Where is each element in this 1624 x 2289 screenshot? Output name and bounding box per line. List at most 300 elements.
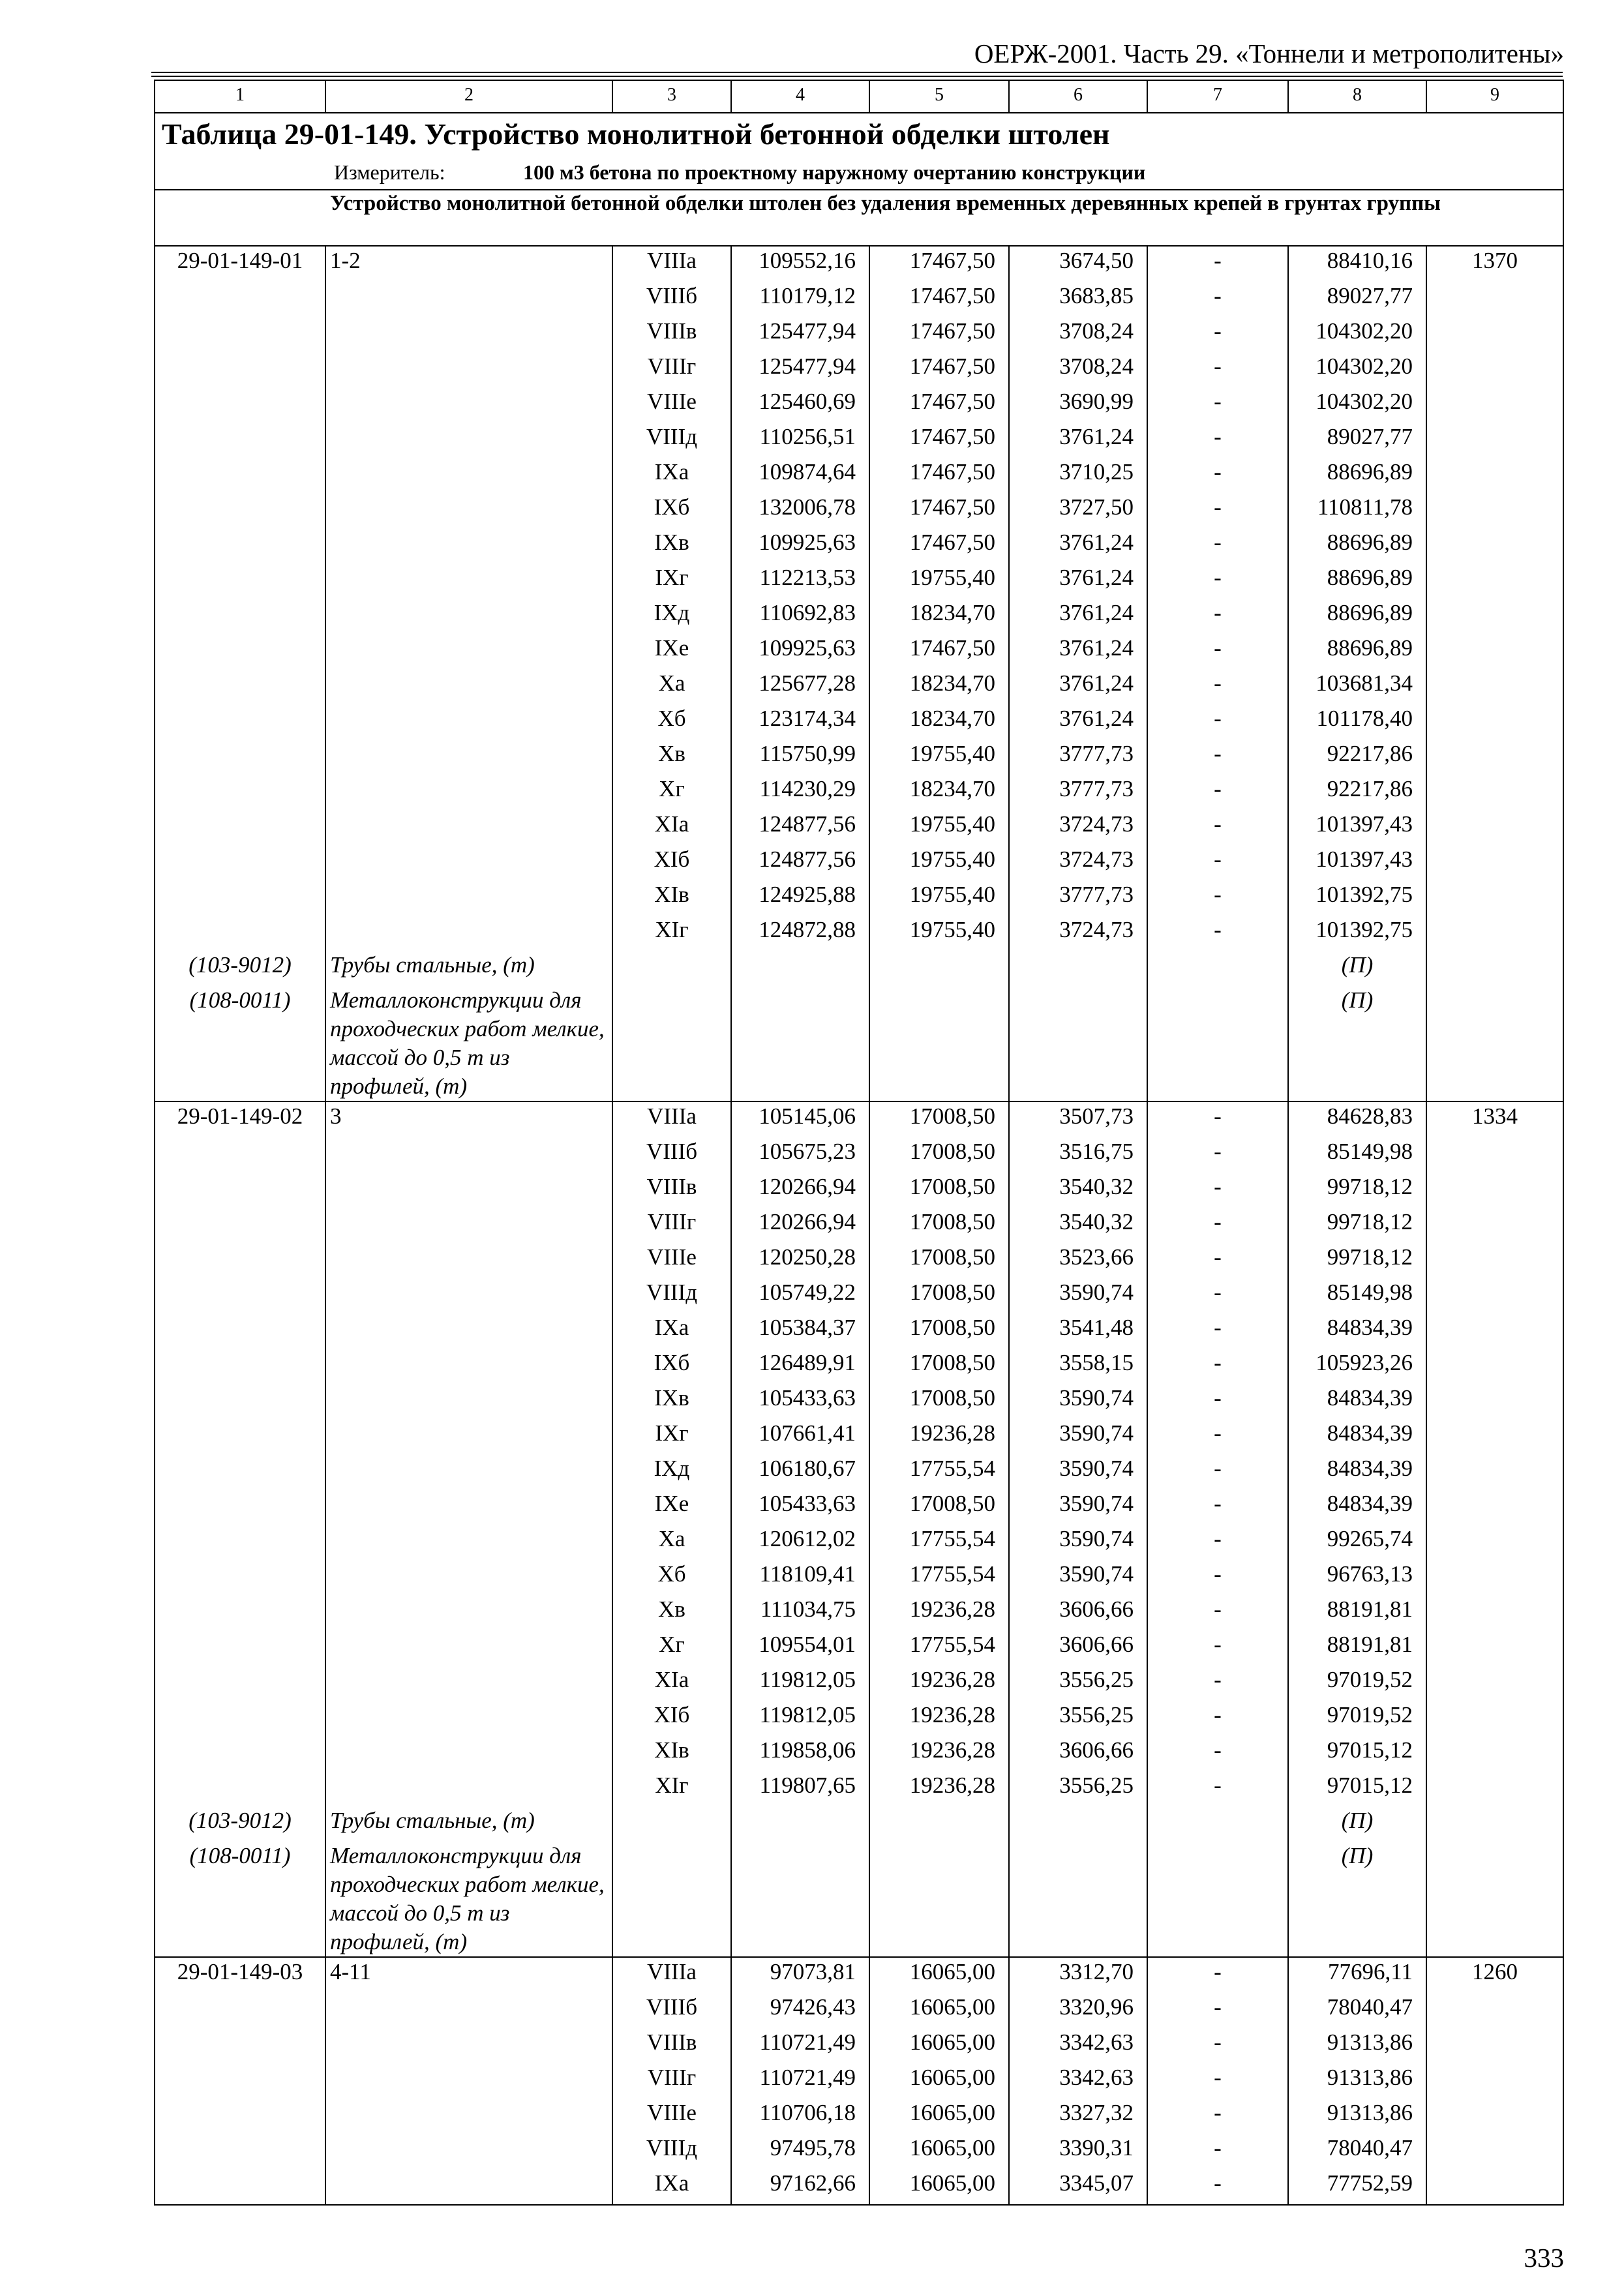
measure-cell [155,159,1563,190]
resource-name: Металлоконструкции для проходческих работ мелкие, массой до 0,5 т из профилей, (т) [325,1842,612,1957]
empty-cell [325,458,612,493]
machine-cost: 3761,24 [1009,563,1147,599]
empty-cell [1009,951,1147,986]
machine-cost: 3590,74 [1009,1560,1147,1595]
driver-wage: - [1147,1701,1288,1736]
empty-cell [1426,2134,1563,2169]
column-number: 8 [1288,80,1426,113]
machine-cost: 3761,24 [1009,599,1147,634]
region-code: IXв [612,1384,731,1419]
empty-cell [1426,1173,1563,1208]
labor-cost: 19236,28 [869,1419,1009,1454]
empty-cell [869,951,1009,986]
empty-cell [1147,951,1288,986]
total-cost: 109925,63 [731,634,869,669]
page-header: ОЕРЖ-2001. Часть 29. «Тоннели и метрополитены» [974,38,1564,68]
driver-wage: - [1147,2063,1288,2099]
material-cost: 88410,16 [1288,246,1426,282]
empty-cell [1426,2169,1563,2205]
labor-cost: 17008,50 [869,1313,1009,1349]
material-cost: 97019,52 [1288,1701,1426,1736]
machine-cost: 3312,70 [1009,1957,1147,1993]
empty-cell [325,1349,612,1384]
region-code: VIIIг [612,1208,731,1243]
driver-wage: - [1147,880,1288,916]
empty-cell [1426,1384,1563,1419]
driver-wage: - [1147,599,1288,634]
empty-cell [1426,1208,1563,1243]
labor-cost: 17467,50 [869,387,1009,423]
empty-cell [325,2028,612,2063]
empty-cell [155,1137,325,1173]
empty-cell [612,1842,731,1957]
empty-cell [612,1806,731,1842]
empty-cell [155,2169,325,2205]
labor-cost: 19755,40 [869,740,1009,775]
empty-cell [1426,1771,1563,1806]
empty-cell [1426,1806,1563,1842]
machine-cost: 3390,31 [1009,2134,1147,2169]
empty-cell [155,810,325,845]
empty-cell [731,951,869,986]
table-row [155,704,1563,740]
empty-cell [325,1630,612,1666]
labor-cost: 17467,50 [869,528,1009,563]
material-cost: 101397,43 [1288,810,1426,845]
region-code: Xв [612,740,731,775]
empty-cell [155,2028,325,2063]
driver-wage: - [1147,423,1288,458]
machine-cost: 3761,24 [1009,423,1147,458]
total-cost: 120266,94 [731,1208,869,1243]
empty-cell [1426,1525,1563,1560]
table-row [155,1101,1563,1137]
empty-cell [155,352,325,387]
total-cost: 110721,49 [731,2028,869,2063]
empty-cell [155,1630,325,1666]
machine-cost: 3540,32 [1009,1208,1147,1243]
total-cost: 109554,01 [731,1630,869,1666]
machine-cost: 3540,32 [1009,1173,1147,1208]
material-cost: 110811,78 [1288,493,1426,528]
labor-cost: 17755,54 [869,1454,1009,1489]
table-row [155,352,1563,387]
empty-cell [155,2099,325,2134]
machine-cost: 3590,74 [1009,1454,1147,1489]
labor-cost: 18234,70 [869,704,1009,740]
machine-cost: 3516,75 [1009,1137,1147,1173]
material-cost: 96763,13 [1288,1560,1426,1595]
driver-wage: - [1147,1736,1288,1771]
region-code: IXб [612,1349,731,1384]
material-cost: 85149,98 [1288,1278,1426,1313]
material-cost: 88191,81 [1288,1595,1426,1630]
empty-cell [1426,563,1563,599]
driver-wage: - [1147,317,1288,352]
table-row [155,1243,1563,1278]
labor-cost: 17008,50 [869,1489,1009,1525]
driver-wage: - [1147,1208,1288,1243]
driver-wage: - [1147,1243,1288,1278]
machine-cost: 3761,24 [1009,528,1147,563]
labor-cost: 17755,54 [869,1630,1009,1666]
labor-cost: 17008,50 [869,1278,1009,1313]
labor-cost: 19236,28 [869,1666,1009,1701]
machine-cost: 3590,74 [1009,1384,1147,1419]
region-code: VIIIб [612,1137,731,1173]
material-cost: 97015,12 [1288,1771,1426,1806]
machine-cost: 3541,48 [1009,1313,1147,1349]
driver-wage: - [1147,2028,1288,2063]
resource-value: (П) [1288,1842,1426,1957]
total-cost: 110179,12 [731,282,869,317]
empty-cell [155,282,325,317]
machine-cost: 3777,73 [1009,775,1147,810]
driver-wage: - [1147,1525,1288,1560]
driver-wage: - [1147,1454,1288,1489]
material-cost: 101392,75 [1288,916,1426,951]
material-cost: 88696,89 [1288,458,1426,493]
header-rule-2 [151,76,1563,77]
labor-cost: 17467,50 [869,246,1009,282]
subheading-row [155,190,1563,246]
machine-cost: 3708,24 [1009,317,1147,352]
empty-cell [1426,352,1563,387]
empty-cell [325,810,612,845]
material-cost: 88696,89 [1288,528,1426,563]
resource-row [155,1842,1563,1957]
material-cost: 89027,77 [1288,282,1426,317]
empty-cell [325,317,612,352]
total-cost: 97426,43 [731,1993,869,2028]
empty-cell [1426,1736,1563,1771]
empty-cell [1009,1842,1147,1957]
region-code: IXв [612,528,731,563]
labor-cost: 17467,50 [869,317,1009,352]
region-code: XIб [612,845,731,880]
empty-cell [1426,317,1563,352]
region-code: IXг [612,1419,731,1454]
labor-cost: 17008,50 [869,1243,1009,1278]
table-row [155,1666,1563,1701]
machine-cost: 3727,50 [1009,493,1147,528]
empty-cell [155,493,325,528]
labor-cost: 16065,00 [869,2028,1009,2063]
total-cost: 112213,53 [731,563,869,599]
region-code: Xб [612,704,731,740]
total-cost: 119812,05 [731,1666,869,1701]
page-number: 333 [1524,2243,1564,2273]
table-row [155,1957,1563,1993]
empty-cell [1426,1842,1563,1957]
table-row [155,317,1563,352]
table-row [155,1560,1563,1595]
table-row [155,1278,1563,1313]
machine-cost: 3590,74 [1009,1419,1147,1454]
header-rule [151,72,1563,73]
region-code: Xб [612,1560,731,1595]
table-title-row [155,113,1563,159]
total-cost: 105749,22 [731,1278,869,1313]
machine-cost: 3556,25 [1009,1666,1147,1701]
driver-wage: - [1147,2099,1288,2134]
empty-cell [325,669,612,704]
region-code: VIIIг [612,2063,731,2099]
material-cost: 104302,20 [1288,387,1426,423]
region-code: XIв [612,1736,731,1771]
table-row [155,1595,1563,1630]
machine-cost: 3590,74 [1009,1525,1147,1560]
empty-cell [325,1736,612,1771]
total-cost: 125477,94 [731,352,869,387]
empty-cell [325,2063,612,2099]
total-cost: 119812,05 [731,1701,869,1736]
table-row [155,1137,1563,1173]
table-row [155,845,1563,880]
total-cost: 109552,16 [731,246,869,282]
rate-code: 29-01-149-01 [155,246,325,282]
empty-cell [1426,1137,1563,1173]
empty-cell [155,1771,325,1806]
labor-cost: 17467,50 [869,458,1009,493]
region-code: VIIIа [612,1957,731,1993]
empty-cell [612,986,731,1101]
labor-cost: 19236,28 [869,1701,1009,1736]
empty-cell [155,916,325,951]
driver-wage: - [1147,1560,1288,1595]
driver-wage: - [1147,810,1288,845]
labor-cost: 19755,40 [869,563,1009,599]
material-cost: 84628,83 [1288,1101,1426,1137]
machine-cost: 3345,07 [1009,2169,1147,2205]
empty-cell [325,352,612,387]
empty-cell [325,1419,612,1454]
empty-cell [731,986,869,1101]
driver-wage: - [1147,704,1288,740]
empty-cell [155,1993,325,2028]
region-code: IXе [612,634,731,669]
empty-cell [1426,775,1563,810]
driver-wage: - [1147,1419,1288,1454]
machine-cost: 3761,24 [1009,704,1147,740]
empty-cell [325,599,612,634]
table-row [155,775,1563,810]
labor-cost: 17467,50 [869,493,1009,528]
empty-cell [731,1806,869,1842]
table-row [155,1489,1563,1525]
column-number: 2 [325,80,612,113]
table-row [155,1525,1563,1560]
driver-wage: - [1147,1489,1288,1525]
empty-cell [155,1736,325,1771]
resource-value: (П) [1288,1806,1426,1842]
empty-cell [325,634,612,669]
total-cost: 119858,06 [731,1736,869,1771]
machine-cost: 3606,66 [1009,1736,1147,1771]
region-code: VIIIа [612,1101,731,1137]
total-cost: 120250,28 [731,1243,869,1278]
region-code: IXа [612,1313,731,1349]
total-cost: 97495,78 [731,2134,869,2169]
empty-cell [325,1243,612,1278]
table-row [155,1349,1563,1384]
empty-cell [1426,282,1563,317]
empty-cell [155,1243,325,1278]
labor-cost: 19755,40 [869,880,1009,916]
labor-cost: 17467,50 [869,352,1009,387]
driver-wage: - [1147,1630,1288,1666]
material-cost: 99718,12 [1288,1173,1426,1208]
table-row [155,1313,1563,1349]
empty-cell [325,387,612,423]
empty-cell [155,845,325,880]
total-cost: 125677,28 [731,669,869,704]
empty-cell [325,1278,612,1313]
region-code: IXд [612,599,731,634]
machine-cost: 3556,25 [1009,1771,1147,1806]
measure-label: Измеритель: [334,160,445,184]
empty-cell [325,1560,612,1595]
material-cost: 99718,12 [1288,1243,1426,1278]
labor-cost: 17755,54 [869,1560,1009,1595]
empty-cell [1426,2099,1563,2134]
empty-cell [325,1454,612,1489]
driver-wage: - [1147,246,1288,282]
empty-cell [325,916,612,951]
machine-cost: 3327,32 [1009,2099,1147,2134]
material-cost: 101397,43 [1288,845,1426,880]
driver-wage: - [1147,740,1288,775]
machine-cost: 3590,74 [1009,1278,1147,1313]
total-cost: 109925,63 [731,528,869,563]
empty-cell [325,563,612,599]
total-cost: 120266,94 [731,1173,869,1208]
rates-table [154,80,1564,2206]
total-cost: 105433,63 [731,1489,869,1525]
region-code: XIв [612,880,731,916]
machine-cost: 3724,73 [1009,916,1147,951]
machine-cost: 3558,15 [1009,1349,1147,1384]
machine-cost: 3674,50 [1009,246,1147,282]
column-number: 7 [1147,80,1288,113]
region-code: VIIIв [612,2028,731,2063]
labor-cost: 17008,50 [869,1173,1009,1208]
region-code: VIIIд [612,423,731,458]
empty-cell [155,1384,325,1419]
driver-wage: - [1147,1349,1288,1384]
empty-cell [1426,423,1563,458]
empty-cell [1426,1666,1563,1701]
empty-cell [1426,1313,1563,1349]
table-row [155,1630,1563,1666]
material-cost: 97015,12 [1288,1736,1426,1771]
column-number: 5 [869,80,1009,113]
empty-cell [325,1489,612,1525]
empty-cell [325,2169,612,2205]
total-cost: 106180,67 [731,1454,869,1489]
empty-cell [155,1454,325,1489]
empty-cell [325,1384,612,1419]
empty-cell [155,1701,325,1736]
empty-cell [1426,387,1563,423]
total-cost: 126489,91 [731,1349,869,1384]
empty-cell [155,1525,325,1560]
driver-wage: - [1147,916,1288,951]
region-code: VIIIе [612,1243,731,1278]
table-row [155,246,1563,282]
region-code: VIIIе [612,387,731,423]
total-cost: 123174,34 [731,704,869,740]
region-code: Xг [612,775,731,810]
labor-cost: 19755,40 [869,810,1009,845]
region-code: IXа [612,2169,731,2205]
driver-wage: - [1147,775,1288,810]
empty-cell [1009,1806,1147,1842]
empty-cell [1426,1560,1563,1595]
empty-cell [1426,1278,1563,1313]
total-cost: 125460,69 [731,387,869,423]
table-row [155,563,1563,599]
total-cost: 111034,75 [731,1595,869,1630]
total-cost: 124877,56 [731,810,869,845]
empty-cell [1426,1419,1563,1454]
labor-cost: 17467,50 [869,634,1009,669]
material-cost: 78040,47 [1288,1993,1426,2028]
material-cost: 99265,74 [1288,1525,1426,1560]
empty-cell [1426,1630,1563,1666]
driver-wage: - [1147,1957,1288,1993]
table-row [155,282,1563,317]
driver-wage: - [1147,1666,1288,1701]
empty-cell [325,528,612,563]
empty-cell [155,1208,325,1243]
empty-cell [155,1595,325,1630]
region-code: Xа [612,1525,731,1560]
driver-wage: - [1147,493,1288,528]
machine-cost: 3690,99 [1009,387,1147,423]
labor-cost: 17008,50 [869,1384,1009,1419]
empty-cell [1426,1243,1563,1278]
empty-cell [1426,669,1563,704]
empty-cell [1426,634,1563,669]
labor-cost: 18234,70 [869,599,1009,634]
empty-cell [155,704,325,740]
empty-cell [1426,951,1563,986]
table-row [155,528,1563,563]
total-cost: 124925,88 [731,880,869,916]
resource-code: (108-0011) [155,1842,325,1957]
resource-code: (103-9012) [155,951,325,986]
table-row [155,1384,1563,1419]
region-code: IXд [612,1454,731,1489]
resource-row [155,951,1563,986]
empty-cell [325,880,612,916]
empty-cell [325,775,612,810]
region-code: VIIIв [612,1173,731,1208]
empty-cell [325,1595,612,1630]
empty-cell [1426,1454,1563,1489]
material-cost: 89027,77 [1288,423,1426,458]
material-cost: 88696,89 [1288,599,1426,634]
driver-wage: - [1147,1278,1288,1313]
region-code: VIIIа [612,246,731,282]
machine-cost: 3724,73 [1009,810,1147,845]
region-code: VIIIд [612,1278,731,1313]
labor-cost: 16065,00 [869,2099,1009,2134]
empty-cell [1147,1842,1288,1957]
measure-row [155,159,1563,190]
material-cost: 92217,86 [1288,775,1426,810]
